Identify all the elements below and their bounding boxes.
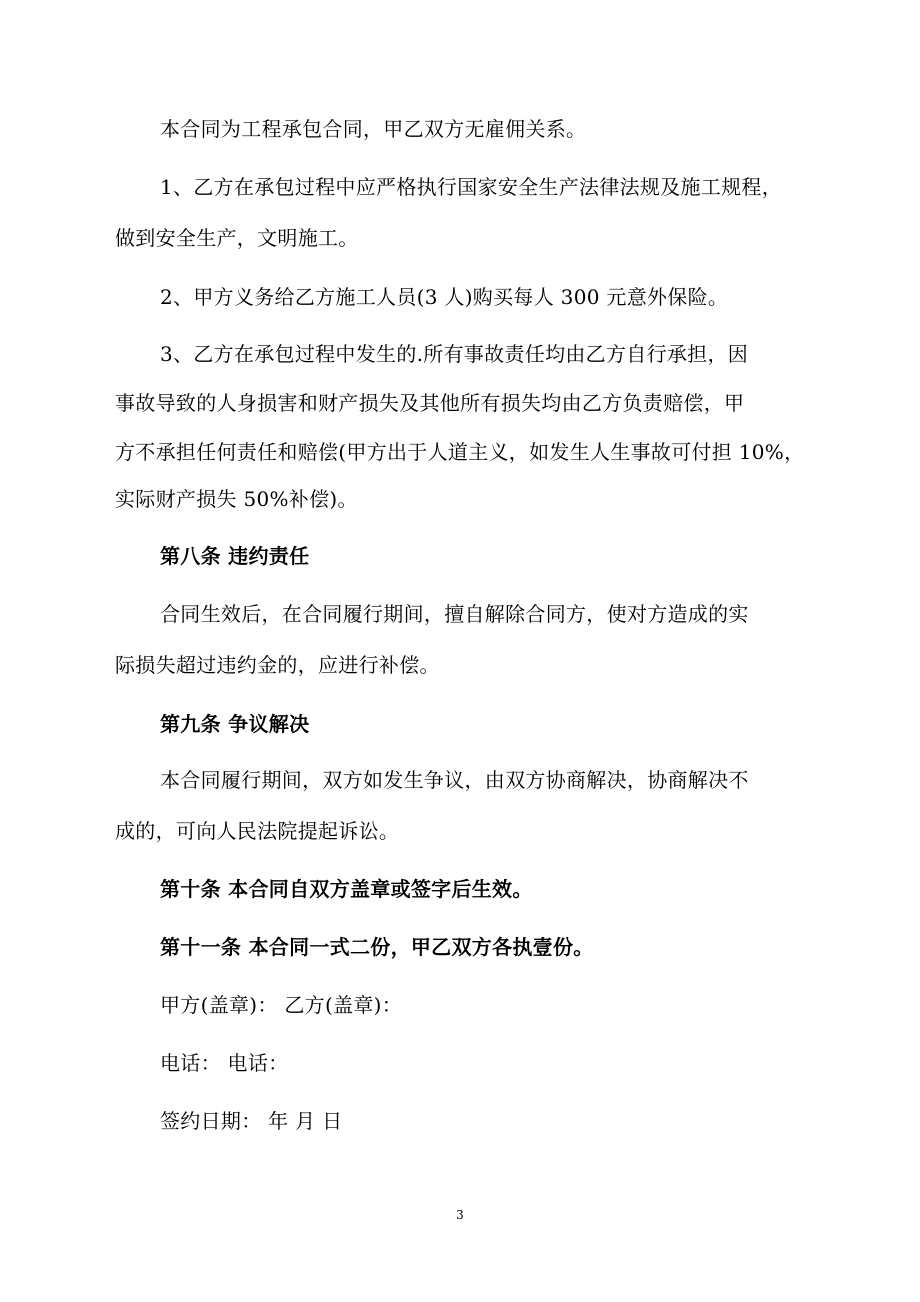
paragraph-no-employment: 本合同为工程承包合同，甲乙双方无雇佣关系。: [160, 117, 587, 141]
phone-line: 电话： 电话：: [160, 1051, 289, 1075]
clause-3-line-1: 3、乙方在承包过程中发生的.所有事故责任均由乙方自行承担，因: [160, 342, 749, 366]
article-8-line-2: 际损失超过违约金的，应进行补偿。: [115, 653, 440, 677]
page-number: 3: [456, 1208, 464, 1222]
article-9-heading: 第九条 争议解决: [160, 712, 310, 736]
signing-date-line: 签约日期： 年 月 日: [160, 1109, 343, 1133]
article-9-line-2: 成的，可向人民法院提起诉讼。: [115, 819, 400, 843]
clause-1-line-2: 做到安全生产，文明施工。: [115, 226, 359, 250]
article-9-line-1: 本合同履行期间，双方如发生争议，由双方协商解决，协商解决不: [160, 768, 749, 792]
clause-3-line-3: 方不承担任何责任和赔偿(甲方出于人道主义，如发生人生事故可付担 10%，: [115, 440, 805, 464]
seal-line: 甲方(盖章)： 乙方(盖章)：: [160, 993, 403, 1017]
clause-1-line-1: 1、乙方在承包过程中应严格执行国家安全生产法律法规及施工规程，: [160, 175, 783, 199]
article-8-heading: 第八条 违约责任: [160, 544, 310, 568]
article-8-line-1: 合同生效后，在合同履行期间，擅自解除合同方，使对方造成的实: [160, 602, 749, 626]
article-10: 第十条 本合同自双方盖章或签字后生效。: [160, 877, 533, 901]
article-11: 第十一条 本合同一式二份，甲乙双方各执壹份。: [160, 935, 594, 959]
clause-2: 2、甲方义务给乙方施工人员(3 人)购买每人 300 元意外保险。: [160, 285, 729, 309]
clause-3-line-4: 实际财产损失 50%补偿)。: [115, 487, 358, 511]
clause-3-line-2: 事故导致的人身损害和财产损失及其他所有损失均由乙方负责赔偿，甲: [115, 391, 745, 415]
